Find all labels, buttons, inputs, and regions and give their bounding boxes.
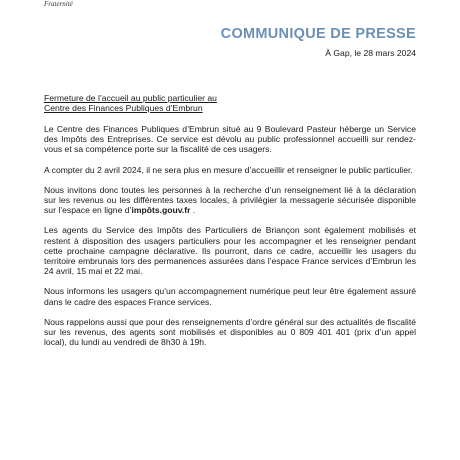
press-release-title: COMMUNIQUE DE PRESSE bbox=[220, 26, 416, 42]
press-release-body bbox=[44, 124, 416, 347]
paragraph-2: A compter du 2 avril 2024, il ne sera plus en mesure d’accueillir et renseigner le public particulier. bbox=[44, 164, 413, 175]
paragraph-5: Nous informons les usagers qu’un accompagnement numérique peut leur être également assuré dans le cadre des espaces France services. bbox=[44, 286, 416, 307]
paragraph-3-text: Nous invitons donc toutes les personnes à la recherche d’un renseignement lié à la déclaration sur les revenus ou les différentes taxes locales, à privilégier la messagerie sécurisée disponible sur l’espace en ligne d’ bbox=[44, 184, 416, 216]
subject-heading bbox=[44, 93, 344, 113]
paragraph-3 bbox=[44, 185, 416, 216]
paragraph-1: Le Centre des Finances Publiques d’Embrun situé au 9 Boulevard Pasteur héberge un Service des Impôts des Entreprises. Ce service est dévolu au public professionnel accueilli sur rendez-vous et sa compétence porte sur la fiscalité de ces usagers. bbox=[44, 124, 416, 155]
date-line: À Gap, le 28 mars 2024 bbox=[325, 48, 416, 58]
impots-gouv-link[interactable]: impôts.gouv.fr bbox=[131, 205, 191, 216]
paragraph-3-end: . bbox=[190, 205, 196, 216]
subject-line-1: Fermeture de l’accueil au public particulier au bbox=[44, 93, 217, 103]
paragraph-6: Nous rappelons aussi que pour des renseignements d’ordre général sur des actualités de fiscalité sur les revenus, des agents sont mobilisés et disponibles au 0 809 401 401 (prix d’un appel local), du lundi au vendredi de 8h30 à 19h. bbox=[44, 316, 416, 348]
paragraph-4: Les agents du Service des Impôts des Particuliers de Briançon sont également mobilisés et restent à disposition des usagers particuliers pour les accompagner et les renseigner pendant cette prochaine campagne déclarative. Ils pourront, dans ce cadre, accueillir les usagers du territoire embrunais lors des permanences assurées dans l’espace France services d’Embrun les 24 avril, 15 mai et 22 mai. bbox=[44, 225, 416, 277]
republic-motto: Fraternité bbox=[44, 0, 73, 8]
subject-line-2: Centre des Finances Publiques d’Embrun bbox=[44, 103, 203, 113]
